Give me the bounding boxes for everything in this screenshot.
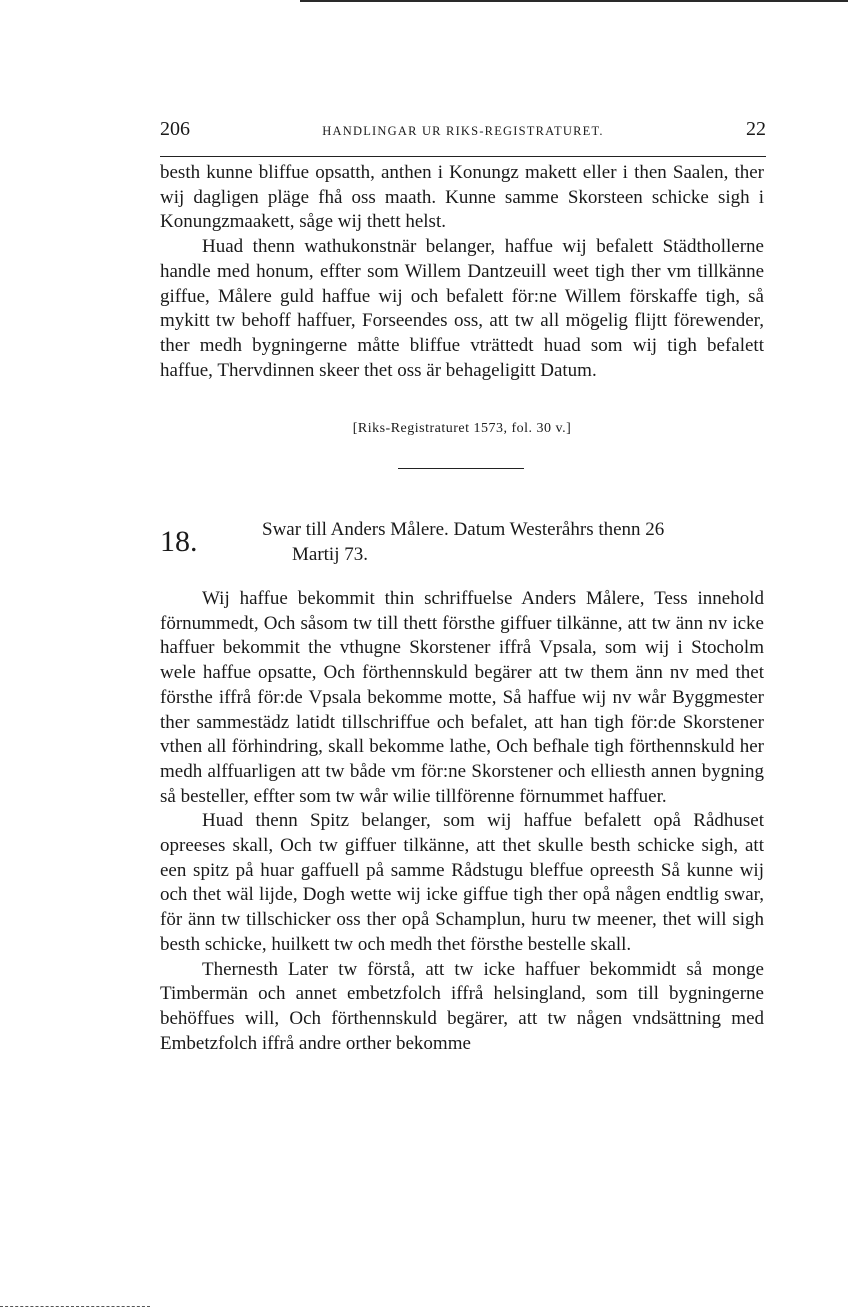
- page-header: [160, 118, 766, 148]
- section-separator: [398, 468, 524, 469]
- running-title: HANDLINGAR UR RIKS-REGISTRATURET.: [322, 124, 604, 138]
- paragraph: Huad thenn wathukonstnär belanger, haffue wij befalett Städthollerne handle med honum, effter som Willem Dantzeuill weet tigh ther vm tillkänne giffue, Målere guld haffue wij och befalett för:ne Willem förskaffe tigh, så mykitt tw behoff haffuer, Forseendes oss, att tw all mögelig flijtt förewender, ther medh bygningerne måtte bliffue vträttedt huad som wij tigh befalett haffue, Thervdinnen skeer thet oss är behageligitt Datum.: [160, 236, 764, 381]
- document-body: [160, 587, 764, 1056]
- document-heading: [262, 518, 764, 567]
- document-number: 18.: [160, 525, 198, 558]
- continued-text: [160, 161, 764, 383]
- paragraph: Thernesth Later tw förstå, att tw icke haffuer bekommidt så monge Timbermän och annet embetzfolch iffrå helsingland, som till bygningerne behöffues will, Och förthennskuld begärer, att tw någen vndsättning med Embetzfolch iffrå andre orther bekomme: [160, 958, 764, 1054]
- paragraph: Huad thenn Spitz belanger, som wij haffue befalett opå Rådhuset opreeses skall, Och tw giffuer tilkänne, att thet skulle besth schicke sigh, att een spitz på huar gaffuell på samme Rådstugu bleffue opreesth Så kunne wij och thet wäl lijde, Dogh wette wij icke giffue tigh ther opå någen endtlig swar, för änn tw tillschicker oss ther opå Schamplun, huru tw meener, thet will sigh besth schicke, huilkett tw och medh thet försthe bestelle skall.: [160, 810, 764, 955]
- scan-top-edge: [300, 0, 848, 2]
- heading-line: Martij 73.: [292, 543, 368, 565]
- section-number: 22: [746, 118, 766, 140]
- source-citation: [Riks-Registraturet 1573, fol. 30 v.]: [352, 421, 572, 436]
- page-number: 206: [160, 118, 190, 140]
- scan-bottom-edge: [0, 1306, 150, 1308]
- paragraph: besth kunne bliffue opsatth, anthen i Konungz makett eller i then Saalen, ther wij dagligen pläge fhå oss maath. Kunne samme Skorsteen schicke sigh i Konungzmaakett, såge wij thett helst.: [160, 162, 764, 233]
- paragraph: Wij haffue bekommit thin schriffuelse Anders Målere, Tess innehold förnummedt, Och såsom tw till thett försthe giffuer tilkänne, att tw änn nv icke haffuer bekommit the vthugne Skorstener iffrå Vpsala, som wij i Stocholm wele haffue opsatte, Och förthennskuld begärer att tw them änn nv med thet försthe iffrå för:de Vpsala bekomme motte, Så haffue wij nv wår Byggmester ther sammestädz latidt tillschriffue och befalet, att han tigh för:de Skorstener vthen all förhindring, skall bekomme lathe, Och befhale tigh förthennskuld her medh alffuarligen att tw både vm för:ne Skorstener och elliesth annen bygning så besteller, effter som tw wår wilie tillförenne förnummet haffuer.: [160, 588, 764, 807]
- heading-line: Swar till Anders Målere. Datum Westeråhrs thenn 26: [262, 519, 665, 540]
- header-rule: [160, 156, 766, 157]
